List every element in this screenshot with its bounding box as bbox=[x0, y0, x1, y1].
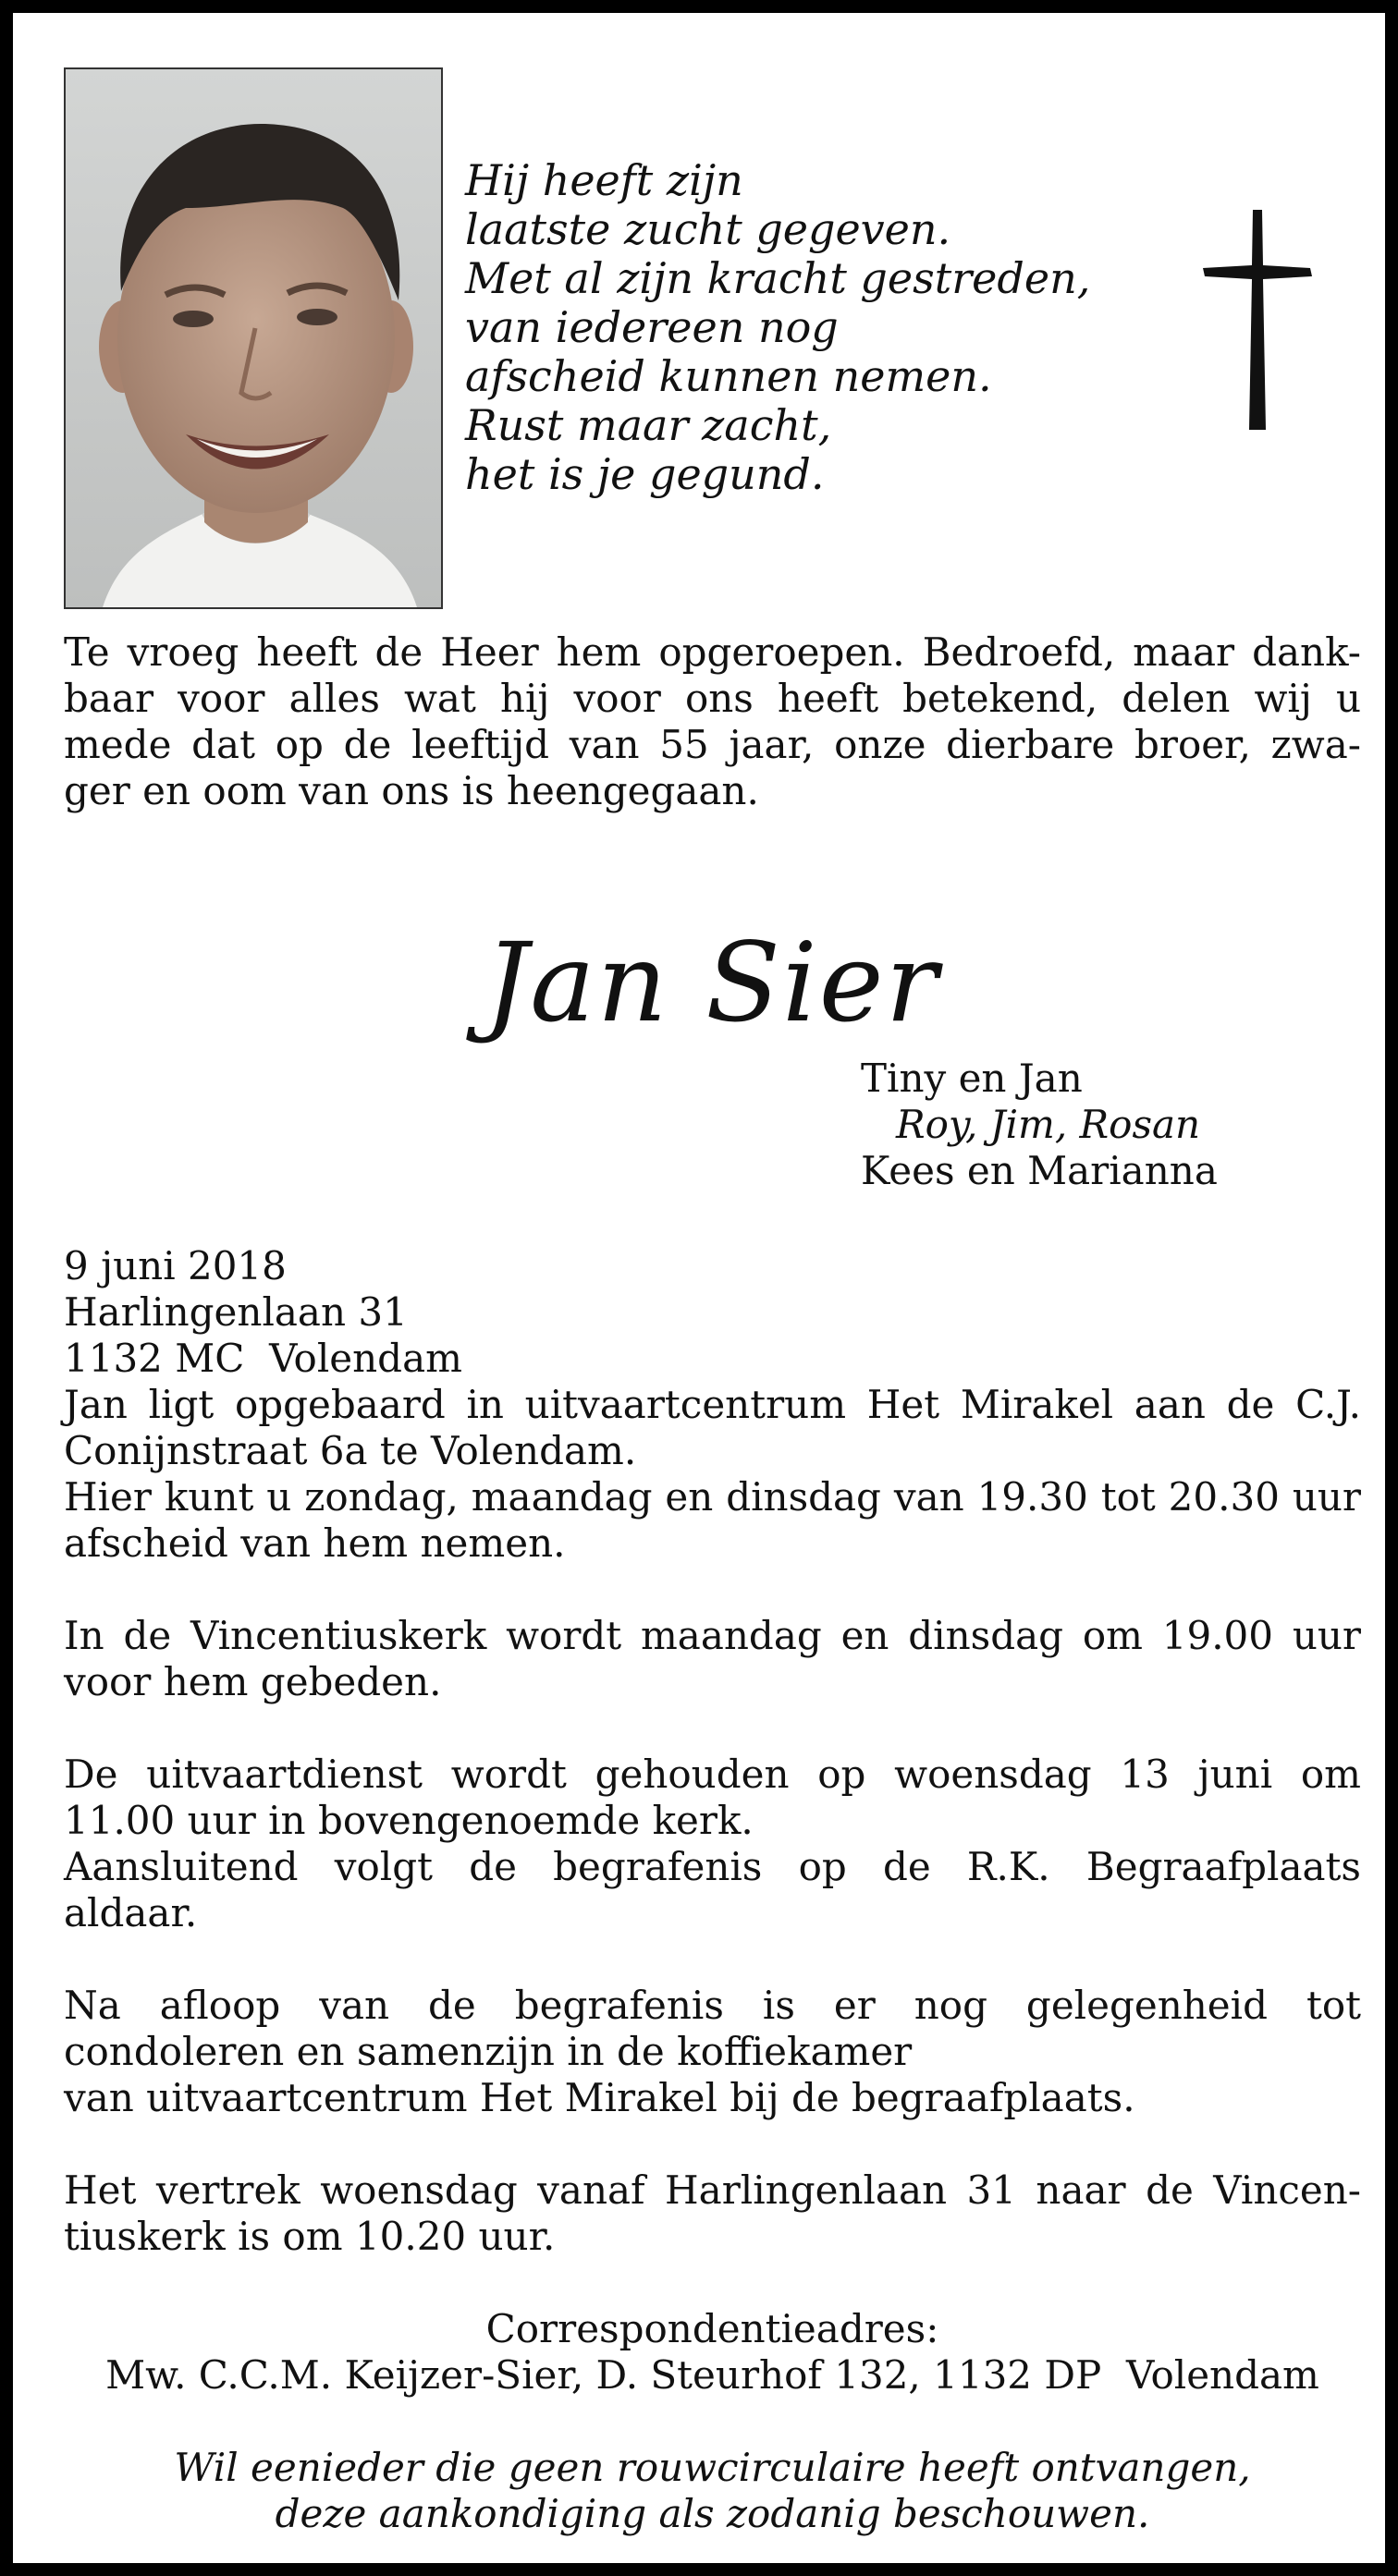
poem-line: laatste zucht gegeven. bbox=[465, 204, 951, 254]
poem-line: Rust maar zacht, bbox=[465, 400, 832, 450]
paragraph-line: afscheid van hem nemen. bbox=[64, 1520, 566, 1566]
paragraph-funeral bbox=[64, 1752, 1361, 1936]
paragraph-line: Conijnstraat 6a te Volendam. bbox=[64, 1428, 637, 1473]
intro-line: mede dat op de leeftijd van 55 jaar, onze dierbare broer, zwa- bbox=[64, 722, 1361, 767]
paragraph-line: voor hem gebeden. bbox=[64, 1659, 442, 1704]
paragraph-line: In de Vincentiuskerk wordt maandag en dinsdag om 19.00 uur bbox=[64, 1613, 1361, 1658]
paragraph-line: Jan ligt opgebaard in uitvaartcentrum Het Mirakel aan de C.J. bbox=[64, 1382, 1361, 1427]
correspondence-address: Mw. C.C.M. Keijzer-Sier, D. Steurhof 132, 1132 DP Volendam bbox=[105, 2352, 1319, 2398]
paragraph-line: tiuskerk is om 10.20 uur. bbox=[64, 2214, 556, 2259]
city: 1132 MC Volendam bbox=[64, 1336, 462, 1381]
poem bbox=[465, 156, 1090, 499]
closing-note bbox=[64, 2445, 1361, 2537]
paragraph-viewing bbox=[64, 1382, 1361, 1567]
paragraph-prayer bbox=[64, 1613, 1361, 1705]
intro-line: Te vroeg heeft de Heer hem opgeroepen. Bedroefd, maar dank- bbox=[64, 629, 1361, 675]
paragraph-condolence bbox=[64, 1983, 1361, 2121]
paragraph-line: Na afloop van de begrafenis is er nog gelegenheid tot bbox=[64, 1983, 1361, 2028]
poem-line: Hij heeft zijn bbox=[465, 155, 743, 205]
deceased-name-text: Jan Sier bbox=[484, 919, 939, 1046]
intro-line: ger en oom van ons is heengegaan. bbox=[64, 768, 759, 813]
deceased-name bbox=[64, 900, 1361, 1076]
correspondence-label: Correspondentieadres: bbox=[485, 2306, 939, 2351]
intro-line: baar voor alles wat hij voor ons heeft betekend, delen wij u bbox=[64, 676, 1361, 721]
family-list bbox=[861, 1056, 1218, 1194]
date: 9 juni 2018 bbox=[64, 1243, 287, 1288]
paragraph-line: De uitvaartdienst wordt gehouden op woensdag 13 juni om bbox=[64, 1752, 1361, 1797]
date-address bbox=[64, 1243, 462, 1382]
intro-text bbox=[64, 629, 1361, 814]
closing-line: deze aankondiging als zodanig beschouwen. bbox=[275, 2491, 1150, 2536]
paragraph-line: Hier kunt u zondag, maandag en dinsdag van 19.30 tot 20.30 uur bbox=[64, 1474, 1361, 1520]
street: Harlingenlaan 31 bbox=[64, 1289, 408, 1335]
portrait-photo bbox=[64, 67, 443, 609]
poem-line: afscheid kunnen nemen. bbox=[465, 351, 992, 401]
poem-line: Met al zijn kracht gestreden, bbox=[465, 253, 1091, 303]
paragraph-departure bbox=[64, 2167, 1361, 2260]
family-line: Tiny en Jan bbox=[861, 1056, 1083, 1101]
paragraph-line: 11.00 uur in bovengenoemde kerk. bbox=[64, 1798, 754, 1843]
paragraph-line: Het vertrek woensdag vanaf Harlingenlaan 31 naar de Vincen- bbox=[64, 2167, 1361, 2213]
correspondence bbox=[64, 2306, 1361, 2399]
cross-icon bbox=[1203, 210, 1312, 430]
paragraph-line: aldaar. bbox=[64, 1890, 198, 1935]
paragraph-line: condoleren en samenzijn in de koffiekamer bbox=[64, 2029, 913, 2074]
portrait-illustration bbox=[66, 69, 441, 607]
paragraph-line: van uitvaartcentrum Het Mirakel bij de begraafplaats. bbox=[64, 2075, 1135, 2120]
closing-line: Wil eenieder die geen rouwcirculaire heeft ontvangen, bbox=[174, 2445, 1251, 2490]
poem-line: van iedereen nog bbox=[465, 302, 839, 352]
paragraph-line: Aansluitend volgt de begrafenis op de R.K. Begraafplaats bbox=[64, 1844, 1361, 1889]
poem-line: het is je gegund. bbox=[465, 449, 825, 499]
family-line-grandchildren: Roy, Jim, Rosan bbox=[896, 1102, 1201, 1147]
family-line: Kees en Marianna bbox=[861, 1148, 1218, 1193]
